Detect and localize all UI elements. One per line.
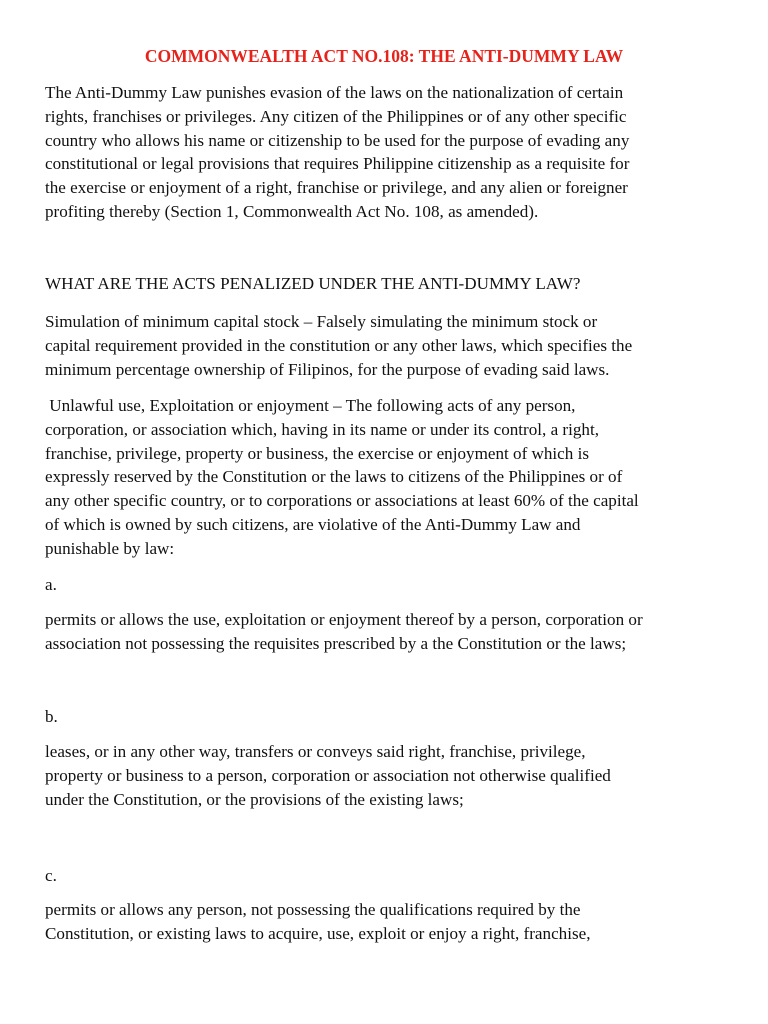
simulation-paragraph <box>45 310 735 381</box>
intro-line: country who allows his name or citizenship to be used for the purpose of evading any <box>45 130 630 150</box>
item-label: a. <box>45 575 57 594</box>
item-b-line: leases, or in any other way, transfers or conveys said right, franchise, privilege, <box>45 742 586 761</box>
simulation-line: capital requirement provided in the constitution or any other laws, which specifies the <box>45 335 633 355</box>
item-c-label <box>45 864 735 888</box>
item-c-paragraph <box>45 898 735 946</box>
intro-line: The Anti-Dummy Law punishes evasion of the laws on the nationalization of certain <box>45 83 624 102</box>
item-c-line: Constitution, or existing laws to acquire, use, exploit or enjoy a right, franchise, <box>45 923 591 943</box>
unlawful-use-paragraph <box>45 394 735 560</box>
simulation-line: Simulation of minimum capital stock – Falsely simulating the minimum stock or <box>45 312 598 331</box>
item-c-line: permits or allows any person, not possessing the qualifications required by the <box>45 900 581 919</box>
unlawful-use-line: punishable by law: <box>45 538 175 558</box>
item-a-label <box>45 573 735 597</box>
item-a-paragraph <box>45 608 735 656</box>
question-heading <box>45 272 735 296</box>
unlawful-use-line: Unlawful use, Exploitation or enjoyment – The following acts of any person, <box>45 396 576 415</box>
document-title: COMMONWEALTH ACT NO.108: THE ANTI-DUMMY LAW <box>144 46 624 66</box>
intro-line: the exercise or enjoyment of a right, franchise or privilege, and any alien or foreigner <box>45 178 628 197</box>
intro-line: rights, franchises or privileges. Any citizen of the Philippines or of any other specific <box>45 106 627 126</box>
item-label: c. <box>45 866 57 885</box>
unlawful-use-line: of which is owned by such citizens, are violative of the Anti-Dummy Law and <box>45 514 581 534</box>
intro-line: profiting thereby (Section 1, Commonwealth Act No. 108, as amended). <box>45 201 539 221</box>
item-b-label <box>45 705 735 729</box>
intro-paragraph <box>45 81 735 224</box>
unlawful-use-line: franchise, privilege, property or business, the exercise or enjoyment of which is <box>45 443 589 463</box>
item-b-paragraph <box>45 740 735 811</box>
item-b-line: property or business to a person, corporation or association not otherwise qualified <box>45 765 611 785</box>
intro-line: constitutional or legal provisions that requires Philippine citizenship as a requisite for <box>45 154 630 174</box>
unlawful-use-line: any other specific country, or to corporations or associations at least 60% of the capital <box>45 491 639 510</box>
item-b-line: under the Constitution, or the provisions of the existing laws; <box>45 789 464 809</box>
simulation-line: minimum percentage ownership of Filipinos, for the purpose of evading said laws. <box>45 359 610 379</box>
item-label: b. <box>45 707 58 726</box>
item-a-line: permits or allows the use, exploitation or enjoyment thereof by a person, corporation or <box>45 610 643 629</box>
item-a-line: association not possessing the requisites prescribed by a the Constitution or the laws; <box>45 633 627 653</box>
unlawful-use-line: expressly reserved by the Constitution or the laws to citizens of the Philippines or of <box>45 467 623 487</box>
question-heading-text: WHAT ARE THE ACTS PENALIZED UNDER THE ANTI-DUMMY LAW? <box>45 274 581 293</box>
unlawful-use-line: corporation, or association which, having in its name or under its control, a right, <box>45 419 599 439</box>
